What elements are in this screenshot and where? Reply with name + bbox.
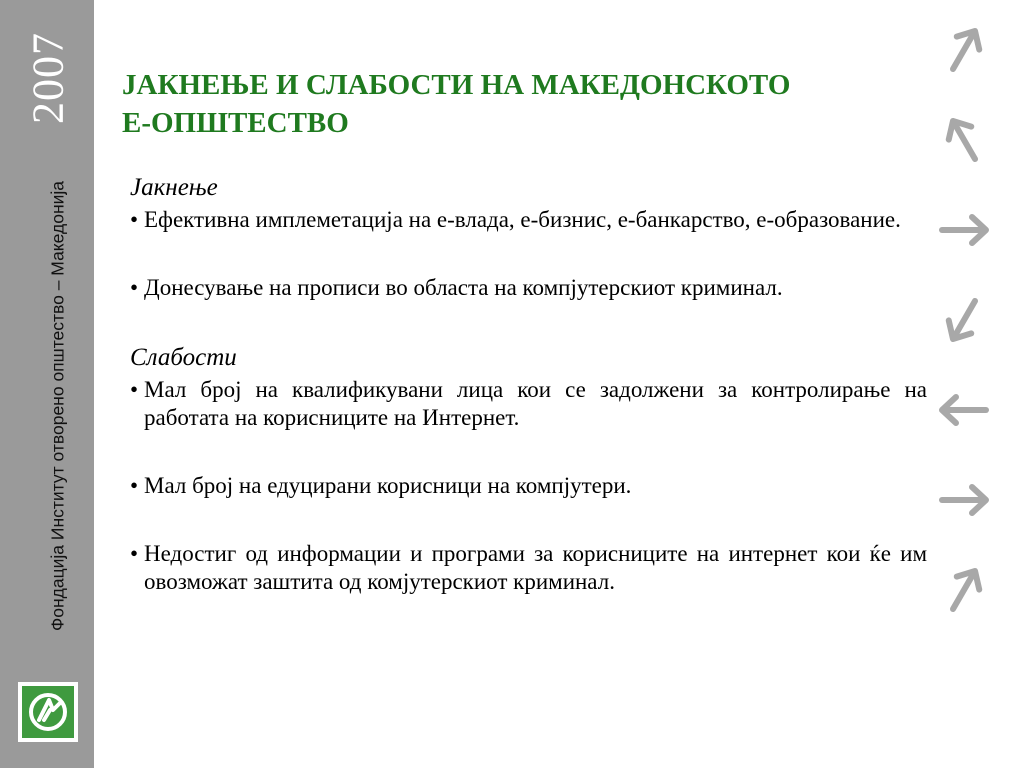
arrow-down-left-icon (934, 290, 994, 350)
osi-logo-icon (18, 682, 78, 742)
page-title (122, 66, 922, 142)
year-label-box (20, 18, 76, 138)
arrow-up-right-icon (934, 560, 994, 620)
sidebar (0, 0, 94, 768)
year-label: 2007 (23, 32, 73, 124)
weakness-item: • Мал број на квалификувани лица кои се задолжени за контролирање на работата на корисниците на Интернет. (130, 376, 927, 432)
strength-item: • Ефективна имплеметација на е-влада, е-бизнис, е-банкарство, е-образование. (130, 206, 927, 234)
arrow-up-left-icon (934, 110, 994, 170)
slide-content (130, 172, 927, 596)
arrow-left-icon (934, 380, 994, 440)
page-title-line-2: Е-ОПШТЕСТВО (122, 107, 349, 139)
strengths-heading: Јакнење (130, 174, 218, 201)
page-title-line-1: ЈАКНЕЊЕ И СЛАБОСТИ НА МАКЕДОНСКОТО (122, 69, 791, 101)
weaknesses-heading: Слабости (130, 344, 237, 371)
organization-label: Фондација Институт отворено општество – Македонија (47, 180, 68, 632)
decorative-arrows (928, 20, 1008, 620)
arrow-up-right-icon (934, 20, 994, 80)
organization-label-box (43, 150, 73, 662)
weakness-item: • Мал број на едуцирани корисници на компјутери. (130, 472, 927, 500)
weakness-item: • Недостиг од информации и програми за корисниците на интернет кои ќе им овозможат заштита од комјутерскиот криминал. (130, 540, 927, 596)
arrow-right-icon (934, 470, 994, 530)
arrow-right-icon (934, 200, 994, 260)
strength-item: • Донесување на прописи во областа на компјутерскиот криминал. (130, 274, 927, 302)
